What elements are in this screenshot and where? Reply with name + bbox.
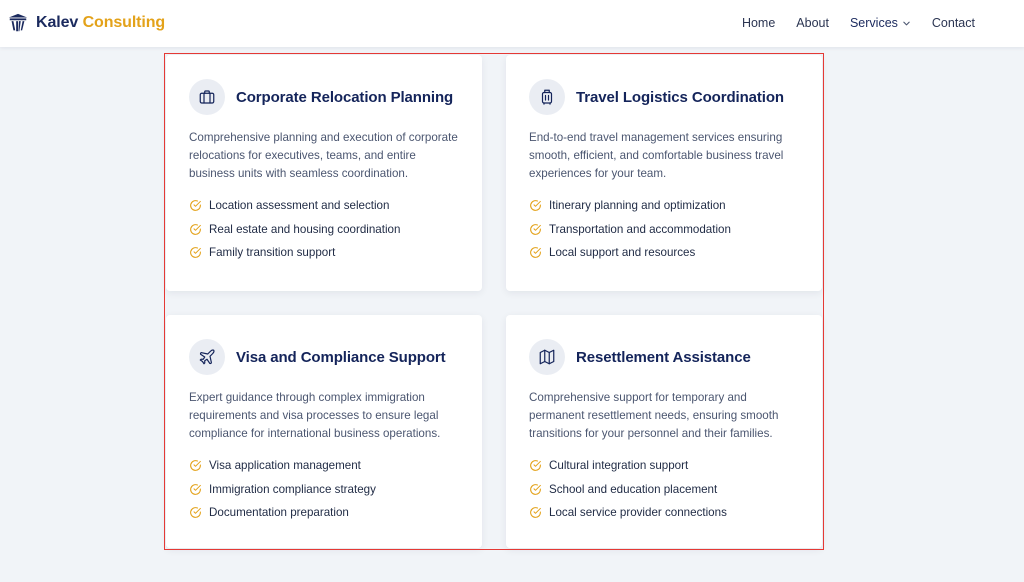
feature-list: [189, 454, 459, 525]
card-description: Comprehensive support for temporary and permanent resettlement needs, ensuring smooth transitions for your personnel and their families.: [529, 391, 779, 440]
feature-item: [529, 218, 799, 242]
feature-item: [529, 194, 799, 218]
nav-services[interactable]: [850, 16, 911, 30]
card-description: End-to-end travel management services ensuring smooth, efficient, and comfortable business travel experiences for your team.: [529, 131, 784, 180]
service-card-resettlement: [506, 315, 822, 548]
nav-about-label: About: [796, 16, 829, 30]
feature-text: Local service provider connections: [549, 506, 727, 520]
feature-text: School and education placement: [549, 482, 718, 496]
brand-name: [36, 14, 165, 32]
nav-contact-label: Contact: [931, 16, 975, 30]
feature-text: Visa application management: [209, 459, 361, 473]
check-circle-icon: [189, 506, 202, 519]
card-header: [189, 339, 459, 375]
service-card-travel-logistics: [506, 55, 822, 291]
feature-item: [189, 478, 459, 502]
brand-name-part1: Kalev: [36, 14, 79, 31]
card-icon-badge: [529, 339, 565, 375]
feature-item: [189, 194, 459, 218]
feature-text: Location assessment and selection: [209, 199, 390, 213]
feature-item: [189, 454, 459, 478]
airplane-icon: [198, 348, 216, 366]
nav-services-label: Services: [849, 16, 898, 30]
card-icon-badge: [189, 339, 225, 375]
briefcase-icon: [198, 88, 216, 106]
card-icon-badge: [189, 79, 225, 115]
feature-text: Documentation preparation: [209, 506, 349, 520]
card-header: [189, 79, 459, 115]
check-circle-icon: [529, 223, 542, 236]
check-circle-icon: [189, 459, 202, 472]
check-circle-icon: [189, 223, 202, 236]
feature-text: Local support and resources: [549, 246, 696, 260]
nav-about[interactable]: [796, 16, 829, 30]
feature-item: [529, 501, 799, 525]
feature-text: Family transition support: [209, 246, 336, 260]
brand-logo-link[interactable]: [7, 12, 165, 34]
feature-list: [529, 194, 799, 265]
main-nav: [721, 16, 975, 30]
chevron-down-icon: [902, 19, 911, 28]
nav-contact[interactable]: [932, 16, 975, 30]
card-title: Corporate Relocation Planning: [236, 88, 454, 106]
card-description: Comprehensive planning and execution of corporate relocations for executives, teams, and entire business units with seamless coordination.: [189, 131, 458, 180]
card-title: Visa and Compliance Support: [236, 348, 446, 366]
feature-list: [189, 194, 459, 265]
feature-item: [529, 454, 799, 478]
feature-item: [189, 241, 459, 265]
map-icon: [538, 348, 556, 366]
feature-text: Cultural integration support: [549, 459, 689, 473]
feature-item: [529, 478, 799, 502]
card-header: [529, 339, 799, 375]
check-circle-icon: [529, 246, 542, 259]
service-card-corporate-relocation: [166, 55, 482, 291]
check-circle-icon: [529, 506, 542, 519]
luggage-icon: [538, 88, 556, 106]
feature-text: Itinerary planning and optimization: [549, 199, 726, 213]
nav-home[interactable]: [742, 16, 775, 30]
pillar-logo-icon: [7, 12, 29, 34]
brand-name-part2: Consulting: [82, 14, 166, 31]
check-circle-icon: [189, 483, 202, 496]
feature-item: [189, 218, 459, 242]
card-title: Travel Logistics Coordination: [576, 88, 784, 106]
card-header: [529, 79, 799, 115]
service-card-visa-compliance: [166, 315, 482, 548]
feature-text: Transportation and accommodation: [549, 222, 731, 236]
feature-text: Immigration compliance strategy: [209, 482, 376, 496]
feature-list: [529, 454, 799, 525]
card-description: Expert guidance through complex immigration requirements and visa processes to ensure legal compliance for international business operations.: [189, 391, 441, 440]
feature-item: [529, 241, 799, 265]
check-circle-icon: [189, 199, 202, 212]
card-title: Resettlement Assistance: [576, 348, 751, 366]
feature-text: Real estate and housing coordination: [209, 222, 401, 236]
check-circle-icon: [529, 483, 542, 496]
check-circle-icon: [189, 246, 202, 259]
site-header: [0, 0, 1024, 47]
check-circle-icon: [529, 199, 542, 212]
feature-item: [189, 501, 459, 525]
check-circle-icon: [529, 459, 542, 472]
nav-home-label: Home: [741, 16, 776, 30]
card-icon-badge: [529, 79, 565, 115]
